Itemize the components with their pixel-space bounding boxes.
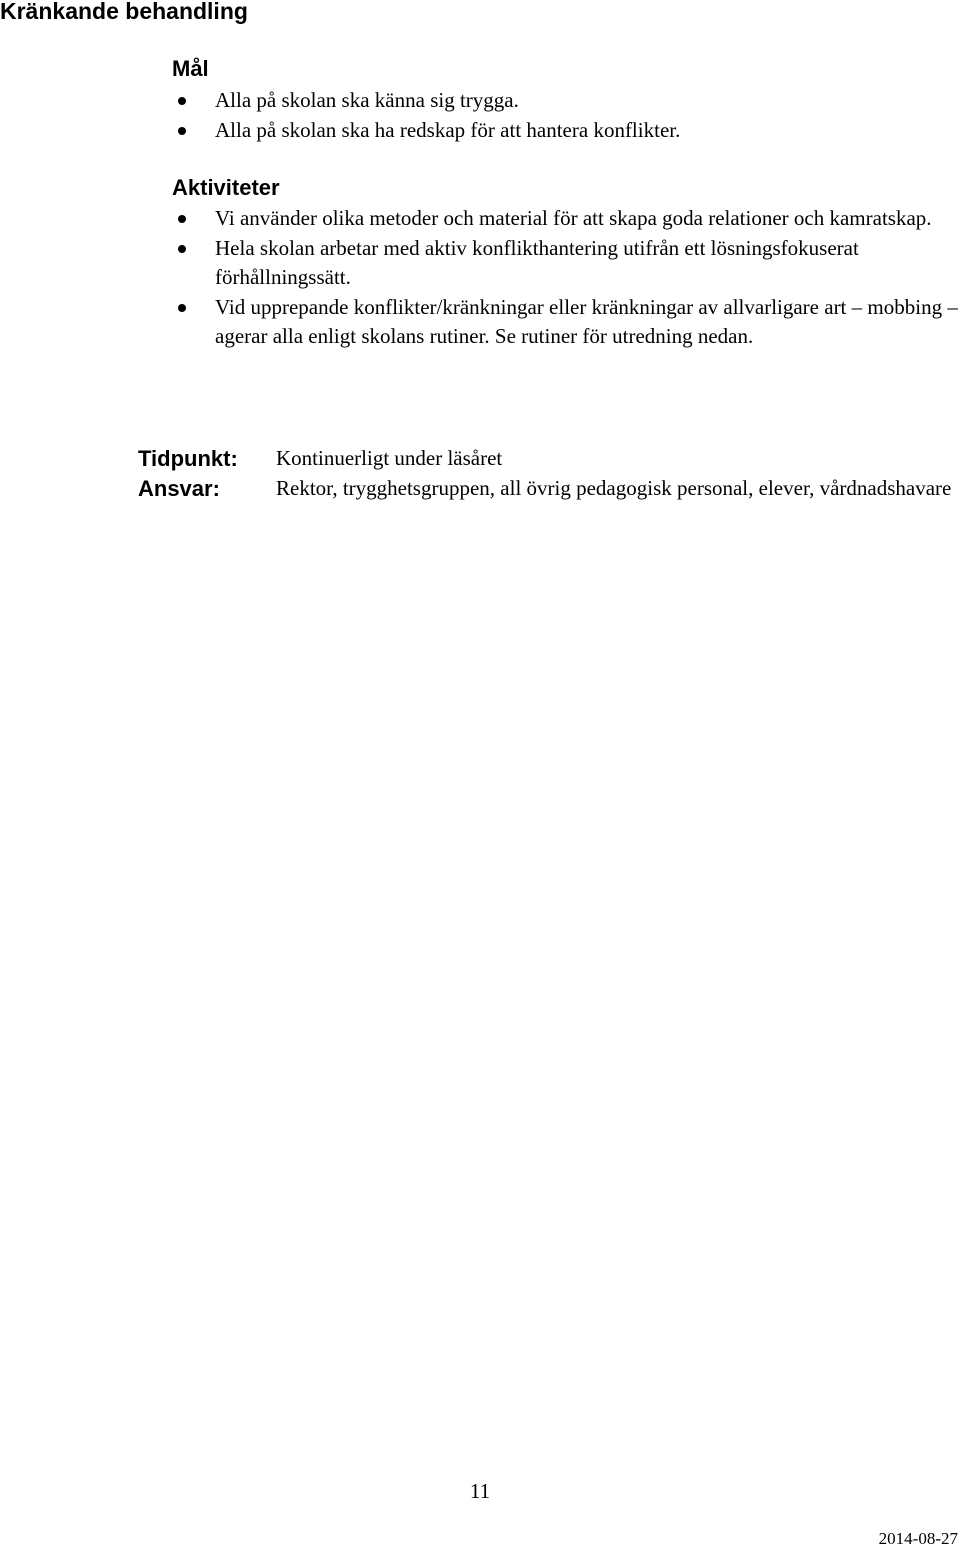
bullet-icon — [178, 215, 186, 223]
activities-list — [172, 204, 960, 352]
list-item — [172, 234, 960, 293]
goals-list — [172, 86, 960, 145]
list-item — [172, 86, 960, 116]
bullet-icon — [178, 304, 186, 312]
goal-text: Alla på skolan ska känna sig trygga. — [215, 88, 519, 112]
activity-text: Vid upprepande konflikter/kränkningar eller kränkningar av allvarligare art – mobbing – agerar alla enligt skolans rutiner. Se rutiner för utredning nedan. — [215, 294, 958, 348]
responsibility-value: Rektor, trygghetsgruppen, all övrig pedagogisk personal, elever, vårdnadshavare — [276, 476, 952, 500]
page-number: 11 — [469, 1479, 491, 1503]
activity-text: Vi använder olika metoder och material för att skapa goda relationer och kamratskap. — [215, 206, 932, 230]
list-item — [172, 204, 960, 234]
timing-row — [138, 444, 960, 474]
bullet-icon — [178, 127, 186, 135]
activity-text: Hela skolan arbetar med aktiv konflikthantering utifrån ett lösningsfokuserat förhållningssätt. — [215, 235, 859, 289]
page-title: Kränkande behandling — [0, 0, 248, 24]
responsibility-label: Ansvar: — [138, 476, 220, 501]
responsibility-row — [138, 474, 960, 504]
list-item — [172, 293, 960, 352]
timing-label: Tidpunkt: — [138, 446, 238, 471]
timing-value: Kontinuerligt under läsåret — [276, 446, 503, 470]
bullet-icon — [178, 97, 186, 105]
activities-heading: Aktiviteter — [172, 175, 280, 200]
goal-text: Alla på skolan ska ha redskap för att hantera konflikter. — [215, 117, 681, 142]
goals-heading: Mål — [172, 56, 209, 81]
bullet-icon — [178, 245, 186, 253]
list-item — [172, 116, 960, 146]
footer-date: 2014-08-27 — [878, 1529, 958, 1548]
